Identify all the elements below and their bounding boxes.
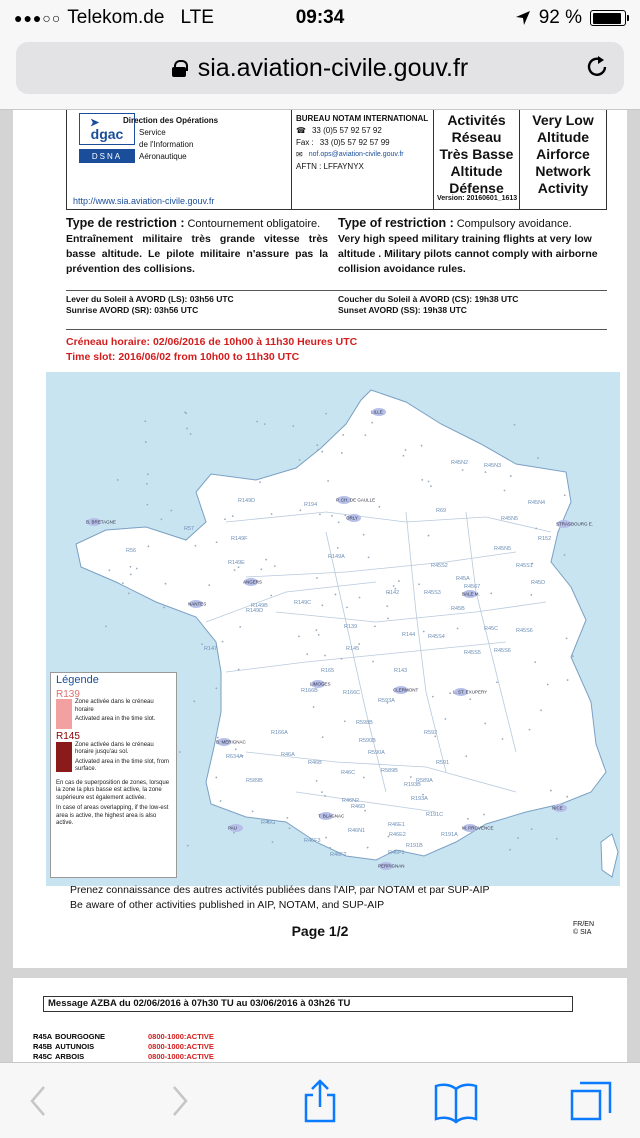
carrier: Telekom.de — [67, 7, 165, 28]
beacon-dot — [386, 605, 388, 607]
beacon-dot — [566, 637, 568, 639]
beacon-dot — [346, 606, 348, 608]
bird-icon: ➤ — [90, 117, 100, 129]
beacon-dot — [540, 709, 542, 711]
city-name: NANTES — [188, 601, 207, 607]
zone-label: R149E — [228, 560, 245, 566]
beacon-dot — [235, 748, 237, 750]
beacon-dot — [556, 838, 558, 840]
beacon-dot — [252, 810, 254, 812]
signal-icon: ●●●○○ — [14, 10, 62, 26]
beacon-dot — [187, 845, 189, 847]
zone-label: R45S3 — [424, 590, 441, 596]
beacon-dot — [208, 584, 210, 586]
zone-label: R149C — [294, 600, 312, 606]
lock-icon — [172, 60, 186, 76]
zone-name: ARBOIS — [55, 1052, 85, 1061]
safari-toolbar — [0, 1062, 640, 1138]
beacon-dot — [449, 692, 451, 694]
legend-swatch-active — [56, 699, 72, 729]
city-name: CLERMONT — [393, 687, 419, 693]
beacon-dot — [259, 481, 261, 483]
zone-status: 0800-1000:ACTIVE — [148, 1042, 214, 1051]
city-name: ANGERS — [243, 579, 263, 585]
beacon-dot — [372, 661, 374, 663]
zone-label: R4567 — [464, 584, 481, 590]
zone-label: R143 — [394, 668, 408, 674]
battery-percent: 92 % — [538, 7, 582, 28]
beacon-dot — [146, 504, 148, 506]
beacon-dot — [410, 776, 412, 778]
beacon-dot — [299, 509, 301, 511]
beacon-dot — [316, 577, 318, 579]
zone-label: R139 — [344, 624, 358, 630]
battery-fill — [593, 13, 622, 24]
status-left — [14, 7, 214, 29]
zone-label: R147 — [204, 646, 218, 652]
beacon-dot — [146, 483, 148, 485]
beacon-dot — [432, 696, 434, 698]
beacon-dot — [179, 751, 181, 753]
zone-label: R45S4 — [428, 634, 445, 640]
beacon-dot — [185, 412, 187, 414]
zone-label: R591 — [436, 760, 450, 766]
beacon-dot — [105, 625, 107, 627]
beacon-dot — [324, 655, 326, 657]
zone-status: 0800-1000:ACTIVE — [148, 1052, 214, 1061]
zone-label: R590A — [368, 750, 385, 756]
beacon-dot — [270, 595, 272, 597]
beacon-dot — [108, 569, 110, 571]
beacon-dot — [313, 706, 315, 708]
beacon-dot — [428, 535, 430, 537]
beacon-dot — [117, 479, 119, 481]
beacon-dot — [319, 513, 321, 515]
zone-label: R149B — [251, 603, 268, 609]
page-number: Page 1/2 — [291, 923, 349, 939]
beacon-dot — [457, 628, 459, 630]
city-name: BALE M. — [462, 591, 480, 597]
beacon-dot — [256, 421, 258, 423]
zone-label: R634A — [226, 754, 243, 760]
restriction-en: Type of restriction : Compulsory avoidance. Very high speed military training flights at very low altitude . Military pilots cannot comply with airborne collision avoidance rules. — [338, 216, 598, 275]
beacon-dot — [418, 583, 420, 585]
status-right — [515, 7, 626, 29]
city-marker — [552, 804, 567, 812]
zone-label: R45N4 — [528, 500, 546, 506]
beacon-dot — [517, 837, 519, 839]
zone-label: R46G — [261, 820, 276, 826]
bookmarks-icon[interactable] — [432, 1077, 480, 1125]
beacon-dot — [405, 449, 407, 451]
beacon-dot — [130, 573, 132, 575]
beacon-dot — [215, 777, 217, 779]
city-name: P. CH. DE GAULLE — [336, 497, 376, 503]
beacon-dot — [338, 521, 340, 523]
location-arrow-icon — [515, 10, 531, 26]
zone-row — [33, 1032, 214, 1042]
zone-label: R45S1 — [516, 563, 533, 569]
zone-label: R69 — [436, 508, 447, 514]
beacon-dot — [340, 658, 342, 660]
beacon-dot — [564, 494, 566, 496]
message-title: Message AZBA du 02/06/2016 à 07h30 TU au 03/06/2016 à 03h26 TU — [43, 996, 573, 1012]
zone-label: R191C — [426, 812, 444, 818]
city-marker — [556, 520, 593, 528]
zone-label: R46A — [281, 752, 295, 758]
zone-code: R45B — [33, 1042, 53, 1051]
beacon-dot — [144, 420, 146, 422]
beacon-dot — [286, 817, 288, 819]
zone-label: R45N5 — [494, 546, 512, 552]
map-legend: Légende R139 Zone activée dans le créneau horaire Activated area in the time slot. R145 Zone activée dans le créneau horaire jusqu'au sol. Activated area in the time slot, from surface. En cas de superposition de zones, lorsque la zone la plus basse est active, la zone supérieure est également activée. In case of areas overlapping, if the low-est area is active, the highest area is also active. — [50, 672, 177, 878]
reload-icon[interactable] — [584, 54, 610, 80]
phone-icon: ☎ — [296, 126, 306, 135]
beacon-dot — [530, 594, 532, 596]
lang-copyright: FR/EN © SIA — [573, 921, 594, 936]
beacon-dot — [130, 566, 132, 568]
beacon-dot — [329, 847, 331, 849]
beacon-dot — [469, 698, 471, 700]
beacon-dot — [145, 441, 147, 443]
beacon-dot — [292, 425, 294, 427]
zone-label: R46E2 — [389, 832, 406, 838]
beacon-dot — [337, 547, 339, 549]
beacon-dot — [298, 635, 300, 637]
beacon-dot — [430, 485, 432, 487]
zone-status: 0800-1000:ACTIVE — [148, 1032, 214, 1041]
beacon-dot — [363, 534, 365, 536]
zone-label: R191A — [441, 832, 458, 838]
beacon-dot — [467, 818, 469, 820]
zone-row — [33, 1042, 214, 1052]
zone-label: R45S5 — [464, 650, 481, 656]
zone-label: R45A — [456, 576, 470, 582]
beacon-dot — [317, 449, 319, 451]
beacon-dot — [496, 681, 498, 683]
beacon-dot — [483, 814, 485, 816]
pdf-page-1 — [13, 110, 627, 968]
beacon-dot — [271, 513, 273, 515]
beacon-dot — [363, 777, 365, 779]
zone-label: R46F1 — [388, 850, 405, 856]
beacon-dot — [306, 653, 308, 655]
beacon-dot — [344, 720, 346, 722]
beacon-dot — [374, 625, 376, 627]
tabs-icon[interactable] — [568, 1077, 616, 1125]
beacon-dot — [403, 455, 405, 457]
sunset: Coucher du Soleil à AVORD (CS): 19h38 UTC Sunset AVORD (SS): 19h38 UTC — [338, 294, 519, 315]
zone-label: R46N2 — [342, 798, 360, 804]
beacon-dot — [322, 736, 324, 738]
zone-name: BOURGOGNE — [55, 1032, 106, 1041]
beacon-dot — [201, 643, 203, 645]
beacon-dot — [484, 723, 486, 725]
beacon-dot — [299, 459, 301, 461]
zone-label: R589A — [416, 778, 433, 784]
beacon-dot — [564, 554, 566, 556]
zone-label: R149A — [328, 554, 345, 560]
document-header — [66, 110, 607, 210]
city-name: B. MERIGNAC — [216, 739, 246, 745]
beacon-dot — [316, 780, 318, 782]
header-logo-cell — [67, 110, 292, 209]
website-link[interactable]: http://www.sia.aviation-civile.gouv.fr — [73, 196, 215, 206]
city-name: PAU — [228, 825, 237, 831]
zone-label: R46D — [351, 804, 366, 810]
beacon-dot — [368, 556, 370, 558]
share-icon[interactable] — [296, 1077, 344, 1125]
city-name: T. BLAGNAC — [318, 813, 345, 819]
beacon-dot — [364, 810, 366, 812]
beacon-dot — [537, 457, 539, 459]
zone-label: R45N2 — [451, 460, 469, 466]
beacon-dot — [465, 755, 467, 757]
beacon-dot — [216, 541, 218, 543]
beacon-dot — [193, 700, 195, 702]
beacon-dot — [462, 469, 464, 471]
clock: 09:34 — [295, 7, 345, 28]
beacon-dot — [128, 592, 130, 594]
zone-label: R149D — [238, 498, 256, 504]
address-bar[interactable] — [16, 42, 624, 94]
beacon-dot — [321, 604, 323, 606]
city-name: PERPIGNAN — [378, 863, 405, 869]
back-icon[interactable] — [14, 1077, 62, 1125]
dgac-logo: ➤ dgac DSNA — [79, 113, 135, 171]
zone-label: R165 — [321, 668, 335, 674]
beacon-dot — [274, 565, 276, 567]
beacon-dot — [234, 569, 236, 571]
beacon-dot — [190, 433, 192, 435]
zone-label: R45S6 — [516, 628, 533, 634]
beacon-dot — [289, 827, 291, 829]
beacon-dot — [147, 545, 149, 547]
zone-label: R166C — [343, 690, 361, 696]
url-text: sia.aviation-civile.gouv.fr — [197, 53, 469, 82]
zone-label: R46E1 — [388, 822, 405, 828]
beacon-dot — [220, 800, 222, 802]
beacon-dot — [567, 679, 569, 681]
beacon-dot — [264, 423, 266, 425]
beacon-dot — [342, 434, 344, 436]
title-fr: Activités Réseau Très Basse Altitude Défense — [434, 110, 520, 209]
beacon-dot — [514, 424, 516, 426]
beacon-dot — [195, 545, 197, 547]
zone-label: R46C — [341, 770, 356, 776]
city-name: LILLE — [371, 409, 383, 415]
beacon-dot — [186, 428, 188, 430]
zone-label: R149F — [231, 536, 248, 542]
beacon-dot — [358, 643, 360, 645]
zone-label: R46F2 — [330, 852, 347, 858]
beacon-dot — [502, 738, 504, 740]
battery-icon — [590, 10, 626, 26]
zone-label: R149D — [246, 608, 264, 614]
beacon-dot — [367, 847, 369, 849]
mail-icon: ✉ — [296, 150, 303, 159]
zone-label: R589B — [246, 778, 263, 784]
beacon-dot — [321, 791, 323, 793]
zone-code: R45A — [33, 1032, 53, 1041]
city-name: L. ST. EXUPERY — [453, 689, 488, 695]
beacon-dot — [122, 582, 124, 584]
beacon-dot — [509, 849, 511, 851]
beacon-dot — [215, 687, 217, 689]
beacon-dot — [147, 473, 149, 475]
forward-icon[interactable] — [156, 1077, 204, 1125]
web-content[interactable] — [0, 110, 640, 1062]
beacon-dot — [315, 629, 317, 631]
beacon-dot — [224, 518, 226, 520]
zone-label: R194 — [304, 502, 318, 508]
time-slot: Créneau horaire: 02/06/2016 de 10h00 à 11h30 Heures UTC Time slot: 2016/06/02 from 10h00 to 11h30 UTC — [66, 336, 358, 363]
browser-chrome — [0, 36, 640, 110]
divider — [66, 290, 607, 291]
zone-label: R166A — [271, 730, 288, 736]
zone-label: R593A — [378, 698, 395, 704]
beacon-dot — [316, 444, 318, 446]
beacon-dot — [566, 796, 568, 798]
zone-label: R145 — [346, 646, 360, 652]
beacon-dot — [490, 592, 492, 594]
beacon-dot — [163, 607, 165, 609]
divider — [66, 329, 607, 330]
beacon-dot — [364, 434, 366, 436]
city-name: STRASBOURG E. — [556, 521, 594, 527]
city-marker — [86, 518, 116, 526]
beacon-dot — [393, 585, 395, 587]
beacon-dot — [398, 580, 400, 582]
status-bar — [0, 0, 640, 36]
beacon-dot — [232, 515, 234, 517]
city-name: M. PROVENCE — [462, 825, 494, 831]
beacon-dot — [341, 452, 343, 454]
beacon-dot — [547, 684, 549, 686]
beacon-dot — [531, 828, 533, 830]
city-name: B. BRETAGNE — [86, 519, 116, 525]
zone-label: R45C — [484, 626, 499, 632]
beacon-dot — [165, 583, 167, 585]
beacon-dot — [529, 729, 531, 731]
zone-label: R46N1 — [348, 828, 366, 834]
city-name: LIMOGES — [310, 681, 331, 687]
beacon-dot — [325, 837, 327, 839]
org-name: Direction des Opérations Service de l'Information Aéronautique — [123, 116, 219, 161]
beacon-dot — [161, 518, 163, 520]
beacon-dot — [428, 481, 430, 483]
zone-row — [33, 1052, 214, 1062]
beacon-dot — [239, 626, 241, 628]
beacon-dot — [233, 832, 235, 834]
zone-label: R45N5 — [501, 516, 519, 522]
version: Version: 20160601_1613 — [437, 195, 518, 202]
zone-label: R46B — [308, 760, 322, 766]
zone-label: R589B — [381, 768, 398, 774]
zone-label: R45S2 — [431, 563, 448, 569]
beacon-dot — [238, 669, 240, 671]
zone-name: AUTUNOIS — [55, 1042, 95, 1051]
zone-label: R592 — [424, 730, 438, 736]
zone-label: R590B — [359, 738, 376, 744]
beacon-dot — [535, 527, 537, 529]
city-marker — [228, 824, 243, 832]
zone-label: R193B — [404, 782, 421, 788]
beacon-dot — [572, 655, 574, 657]
title-en: Very Low Altitude Airforce Network Activity — [532, 112, 594, 196]
beacon-dot — [378, 506, 380, 508]
corsica — [601, 834, 618, 877]
zone-label: R57 — [184, 526, 195, 532]
beacon-dot — [217, 737, 219, 739]
beacon-dot — [327, 480, 329, 482]
zone-label: R144 — [402, 632, 416, 638]
notice: Prenez connaissance des autres activités publiées dans l'AIP, par NOTAM et par SUP-AIP Be aware of other activities published in AIP, NOTAM, and SUP-AIP — [70, 884, 490, 911]
zone-label: R166B — [301, 688, 318, 694]
zone-label: R142 — [386, 590, 400, 596]
bureau-contact: BUREAU NOTAM INTERNATIONAL ☎ 33 (0)5 57 92 57 92 Fax : 33 (0)5 57 92 57 99 ✉ nof.ops@aviation-civile.gouv.fr AFTN : LFFAYNYX — [292, 110, 434, 209]
beacon-dot — [222, 641, 224, 643]
beacon-dot — [272, 841, 274, 843]
beacon-dot — [423, 631, 425, 633]
beacon-dot — [238, 566, 240, 568]
beacon-dot — [324, 795, 326, 797]
city-name: NICE — [552, 805, 563, 811]
beacon-dot — [510, 475, 512, 477]
beacon-dot — [534, 661, 536, 663]
zone-label: R152 — [538, 536, 552, 542]
network-type: LTE — [180, 7, 214, 28]
city-marker — [462, 824, 494, 832]
city-name: ORLY — [346, 515, 358, 521]
zone-label: R56 — [126, 548, 137, 554]
restriction-fr: Type de restriction : Contournement obligatoire. Entraînement militaire très grande vitesse très basse altitude. Le pilote militaire n'assure pas la prévention des collisions. — [66, 216, 328, 275]
beacon-dot — [331, 515, 333, 517]
city-marker — [378, 862, 405, 870]
beacon-dot — [359, 597, 361, 599]
zone-code: R45C — [33, 1052, 53, 1061]
zone-label: R193A — [411, 796, 428, 802]
beacon-dot — [260, 568, 262, 570]
beacon-dot — [387, 617, 389, 619]
zone-label: R45D — [531, 580, 546, 586]
beacon-dot — [485, 471, 487, 473]
beacon-dot — [421, 479, 423, 481]
beacon-dot — [318, 634, 320, 636]
beacon-dot — [265, 559, 267, 561]
beacon-dot — [550, 790, 552, 792]
beacon-dot — [335, 594, 337, 596]
beacon-dot — [421, 445, 423, 447]
sunrise: Lever du Soleil à AVORD (LS): 03h56 UTC Sunrise AVORD (SR): 03h56 UTC — [66, 294, 234, 315]
legend-swatch-surface — [56, 742, 72, 772]
beacon-dot — [170, 510, 172, 512]
beacon-dot — [504, 490, 506, 492]
zone-label: R46F3 — [304, 838, 321, 844]
beacon-dot — [136, 568, 138, 570]
zone-label: R191B — [406, 843, 423, 849]
zone-label: R45B — [451, 606, 465, 612]
beacon-dot — [444, 718, 446, 720]
beacon-dot — [371, 422, 373, 424]
beacon-dot — [321, 451, 323, 453]
beacon-dot — [325, 413, 327, 415]
zone-label: R45S6 — [494, 648, 511, 654]
zone-label: R598B — [356, 720, 373, 726]
zone-label: R45N3 — [484, 463, 502, 469]
